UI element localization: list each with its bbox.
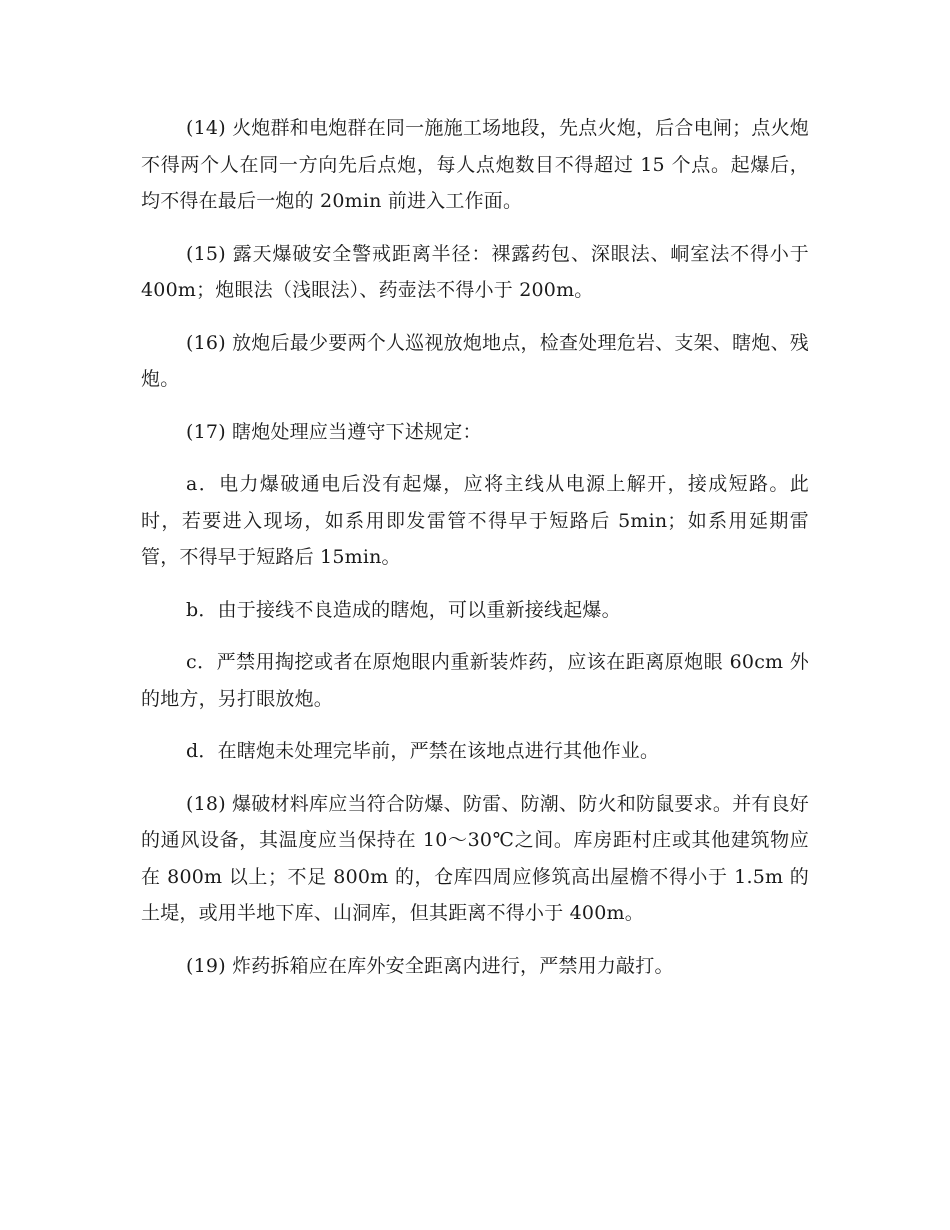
document-body bbox=[141, 110, 809, 1000]
paragraph-item-19: (19) 炸药拆箱应在库外安全距离内进行，严禁用力敲打。 bbox=[186, 954, 674, 977]
paragraph-item-15: (15) 露天爆破安全警戒距离半径：裸露药包、深眼法、峒室法不得小于 400m；炮眼法（浅眼法）、药壶法不得小于 200m。 bbox=[141, 242, 809, 301]
paragraph-item-17a: a．电力爆破通电后没有起爆，应将主线从电源上解开，接成短路。此时，若要进入现场，如系用即发雷管不得早于短路后 5min；如系用延期雷管，不得早于短路后 15min。 bbox=[141, 473, 809, 568]
paragraph-item-17d: d．在瞎炮未处理完毕前，严禁在该地点进行其他作业。 bbox=[186, 740, 660, 762]
paragraph-item-17c: c．严禁用掏挖或者在原炮眼内重新装炸药，应该在距离原炮眼 60cm 外的地方，另打眼放炮。 bbox=[141, 651, 809, 710]
paragraph-item-14: (14) 火炮群和电炮群在同一施施工场地段，先点火炮，后合电闸；点火炮不得两个人在同一方向先后点炮，每人点炮数目不得超过 15 个点。起爆后，均不得在最后一炮的 20min 前进入工作面。 bbox=[141, 117, 809, 212]
paragraph-item-16: (16) 放炮后最少要两个人巡视放炮地点，检查处理危岩、支架、瞎炮、残炮。 bbox=[141, 331, 809, 390]
paragraph-item-17: (17) 瞎炮处理应当遵守下述规定： bbox=[186, 420, 482, 443]
paragraph-item-18: (18) 爆破材料库应当符合防爆、防雷、防潮、防火和防鼠要求。并有良好的通风设备，其温度应当保持在 10～30℃之间。库房距村庄或其他建筑物应在 800m 以上；不足 800m 的，仓库四周应修筑高出屋檐不得小于 1.5m 的土堤，或用半地下库、山洞库，但其距离不得小于 400m。 bbox=[141, 792, 809, 924]
paragraph-item-17b: b．由于接线不良造成的瞎炮，可以重新接线起爆。 bbox=[186, 598, 621, 621]
